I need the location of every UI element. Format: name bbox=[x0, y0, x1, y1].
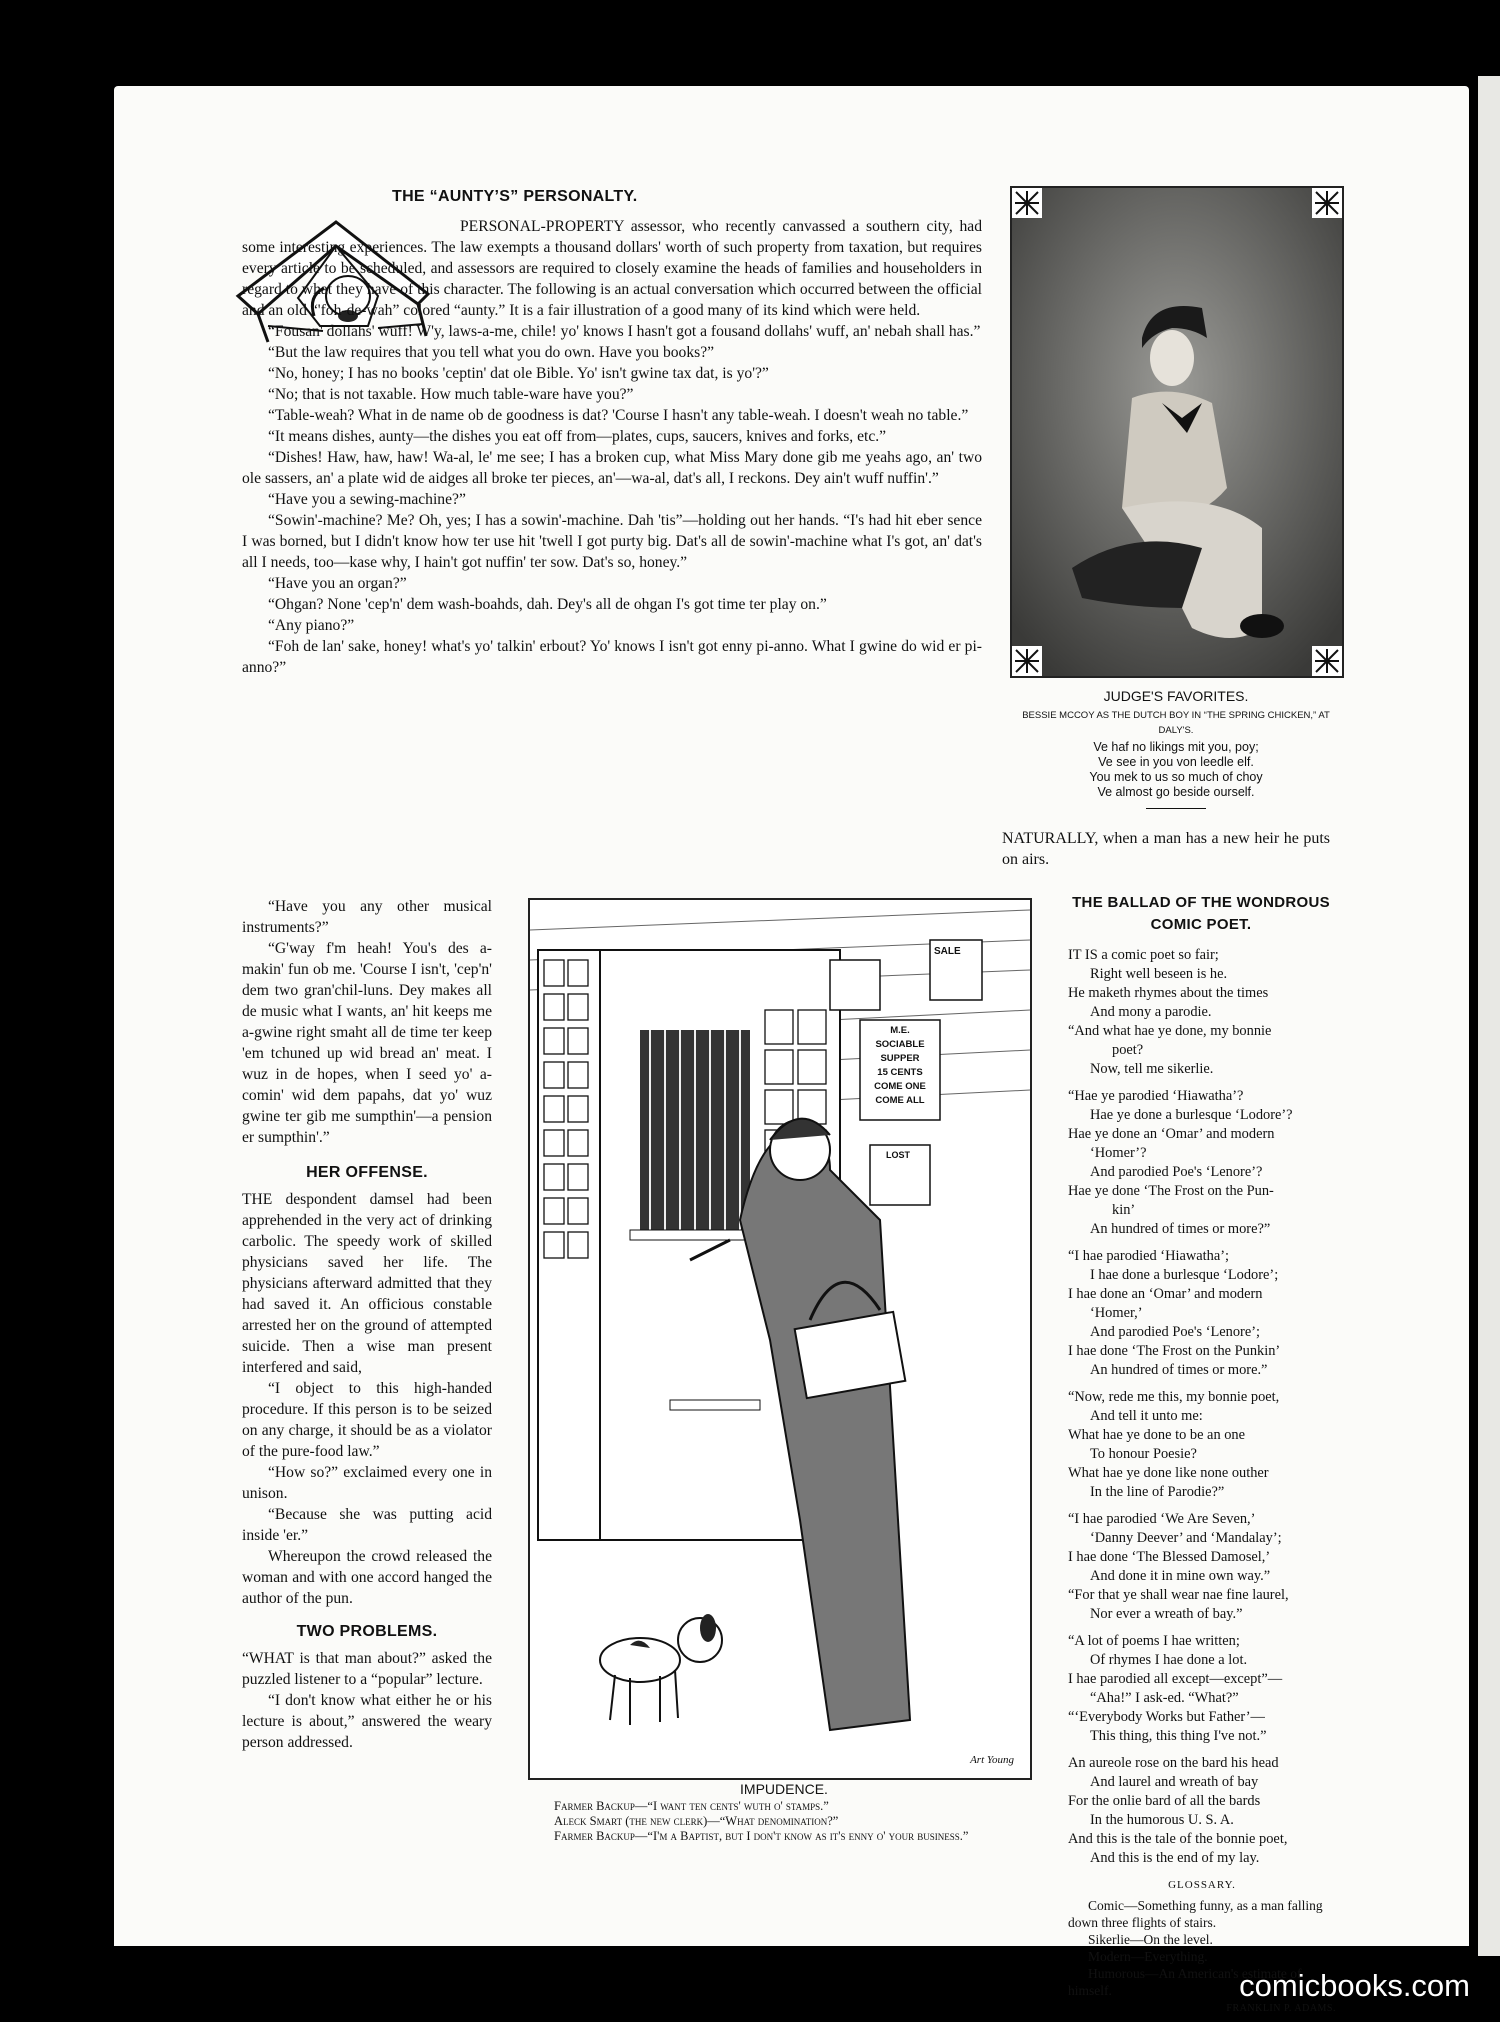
caption-line: Aleck Smart (the new clerk)—“What denomination?” bbox=[554, 1814, 839, 1828]
cartoon-frame bbox=[528, 898, 1032, 1780]
verse-line: Of rhymes I hae done a lot. bbox=[1090, 1652, 1248, 1668]
aunty-para: “Dishes! Haw, haw, haw! Wa-al, le' me see; I has a broken cup, what Miss Mary done gib me yeahs ago, an' two ole sassers, an' a plate wid de aidges all broke ter pieces, an'—wa-al, dat's all, I reckons. Dey ain't wuff nuffin'.” bbox=[242, 449, 982, 487]
verse-line: And this is the tale of the bonnie poet, bbox=[1068, 1831, 1288, 1847]
aunty-para: “Have you a sewing-machine?” bbox=[268, 491, 466, 508]
glossary-entry: Humorous—An American's estimate of himself. bbox=[1068, 1966, 1302, 1998]
verse-line: This thing, this thing I've not.” bbox=[1090, 1728, 1267, 1744]
aunty-para: “No, honey; I has no books 'ceptin' dat ole Bible. Yo' isn't gwine tax dat, is yo'?” bbox=[268, 365, 769, 382]
offense-para: Whereupon the crowd released the woman and with one accord hanged the author of the pun. bbox=[242, 1548, 492, 1607]
verse-line: “Now, rede me this, my bonnie poet, bbox=[1068, 1389, 1280, 1405]
verse-line: ‘Homer,’ bbox=[1090, 1305, 1143, 1321]
site-watermark: comicbooks.com bbox=[1239, 1968, 1470, 2003]
glossary-entry: Sikerlie—On the level. bbox=[1088, 1932, 1213, 1947]
verse-line: An hundred of times or more?” bbox=[1090, 1221, 1271, 1237]
left-column bbox=[242, 896, 492, 1753]
glossary-title: GLOSSARY. bbox=[1168, 1879, 1236, 1891]
verse-line: Hae ye done ‘The Frost on the Pun- bbox=[1068, 1183, 1274, 1199]
verse-line: kin’ bbox=[1112, 1202, 1136, 1218]
verse-line: He maketh rhymes about the times bbox=[1068, 985, 1269, 1001]
verse-line: What hae ye done like none outher bbox=[1068, 1465, 1269, 1481]
verse-line: “Aha!” I ask-ed. “What?” bbox=[1090, 1690, 1239, 1706]
verse-line: For the onlie bard of all the bards bbox=[1068, 1793, 1261, 1809]
verse-line: I hae done ‘The Frost on the Punkin’ bbox=[1068, 1343, 1281, 1359]
stanza bbox=[1068, 1247, 1336, 1380]
sign-line: 15 CENTS bbox=[877, 1067, 923, 1078]
verse-line: I hae parodied all except—except”— bbox=[1068, 1671, 1283, 1687]
aunty-para: “Fousan' dollahs' wuff! W'y, laws-a-me, chile! yo' knows I hasn't got a fousand dollahs' wuff, an' nebah shall has.” bbox=[268, 323, 981, 340]
sign-sale: SALE bbox=[934, 946, 961, 957]
aunty-para: “Sowin'-machine? Me? Oh, yes; I has a sowin'-machine. Dah 'tis”—holding out her hands. “I's had hit eber sence I was borned, but I didn't know how ter use hit 'twell I got purty big. Dat's all de sowin'-machine what I's got, an' dat's all I needs, too—kase why, I hain't got nuffin' ter sow. Dat's so, honey.” bbox=[242, 512, 982, 571]
verse-line: “I hae parodied ‘Hiawatha’; bbox=[1068, 1248, 1230, 1264]
offense-para: THE despondent damsel had been apprehended in the very act of drinking carbolic. The speedy work of skilled physicians saved her life. The physicians afterward admitted that they had saved it. An officious constable arrested her on the ground of attempted suicide. Then a wise man present interfered and said, bbox=[242, 1191, 492, 1376]
verse-line: To honour Poesie? bbox=[1090, 1446, 1197, 1462]
verse-line: I hae done a burlesque ‘Lodore’; bbox=[1090, 1267, 1279, 1283]
stanza bbox=[1068, 946, 1336, 1079]
divider bbox=[1146, 808, 1206, 809]
verse-line: “A lot of poems I hae written; bbox=[1068, 1633, 1240, 1649]
sign-line: SUPPER bbox=[880, 1053, 920, 1064]
verse-line: An hundred of times or more.” bbox=[1090, 1362, 1268, 1378]
aunty-para: “But the law requires that you tell what you do own. Have you books?” bbox=[268, 344, 715, 361]
verse-line: Right well beseen is he. bbox=[1090, 966, 1228, 982]
stanza bbox=[1068, 1632, 1336, 1746]
verse-line: ‘Danny Deever’ and ‘Mandalay’; bbox=[1090, 1530, 1282, 1546]
aunty-para: “Any piano?” bbox=[268, 617, 355, 634]
glossary-entry: Comic—Something funny, as a man falling down three flights of stairs. bbox=[1068, 1898, 1323, 1930]
favorites-verse-line: Ve haf no likings mit you, poy; bbox=[1093, 740, 1259, 754]
sign-line: COME ALL bbox=[875, 1095, 925, 1106]
verse-line: Hae ye done a burlesque ‘Lodore’? bbox=[1090, 1107, 1293, 1123]
caption-title: IMPUDENCE. bbox=[740, 1781, 828, 1797]
offense-para: “How so?” exclaimed every one in unison. bbox=[242, 1464, 492, 1502]
next-page-edge bbox=[1478, 76, 1500, 1956]
cartoon-caption bbox=[524, 1782, 1044, 1844]
verse-line: What hae ye done to be an one bbox=[1068, 1427, 1246, 1443]
favorites-verse-line: Ve almost go beside ourself. bbox=[1097, 785, 1255, 799]
aunty-para: “Table-weah? What in de name ob de goodness is dat? 'Course I hasn't any table-weah. I doesn't weah no table.” bbox=[268, 407, 969, 424]
verse-line: “For that ye shall wear nae fine laurel, bbox=[1068, 1587, 1289, 1603]
aunty-para: “Ohgan? None 'cep'n' dem wash-boahds, dah. Dey's all de ohgan I's got time ter play on.” bbox=[268, 596, 827, 613]
verse-line: Hae ye done an ‘Omar’ and modern bbox=[1068, 1126, 1275, 1142]
aunty-article bbox=[242, 186, 982, 213]
portrait-frame bbox=[1010, 186, 1344, 678]
sign-line: COME ONE bbox=[874, 1081, 926, 1092]
favorites-verse-line: Ve see in you von leedle elf. bbox=[1098, 755, 1254, 769]
offense-title: HER OFFENSE. bbox=[306, 1164, 428, 1181]
verse-line: “Hae ye parodied ‘Hiawatha’? bbox=[1068, 1088, 1244, 1104]
post-office-cartoon bbox=[530, 900, 1030, 1778]
aunty-para: “Foh de lan' sake, honey! what's yo' talkin' erbout? Yo' knows I isn't got enny pi-anno. What I gwine do wid er pi-anno?” bbox=[242, 638, 982, 676]
sign-lost: LOST bbox=[886, 1150, 910, 1160]
sign-line: SOCIABLE bbox=[875, 1039, 925, 1050]
sign-line: M.E. bbox=[890, 1025, 910, 1036]
verse-line: “And what hae ye done, my bonnie bbox=[1068, 1023, 1272, 1039]
verse-line: And tell it unto me: bbox=[1090, 1408, 1203, 1424]
aunty-para: “It means dishes, aunty—the dishes you eat off from—plates, cups, saucers, knives and forks, etc.” bbox=[268, 428, 887, 445]
offense-para: “I object to this high-handed procedure. If this person is to be seized on any charge, it should be as a violator of the pure-food law.” bbox=[242, 1380, 492, 1460]
verse-line: In the line of Parodie?” bbox=[1090, 1484, 1225, 1500]
author-credit: FRANKLIN P. ADAMS. bbox=[1226, 2003, 1336, 2014]
aunty-intro: PERSONAL-PROPERTY assessor, who recently canvassed a southern city, had some interesting experiences. The law exempts a thousand dollars' worth of such property from taxation, but requires every article to be scheduled, and assessors are required to closely examine the heads of families and householders in regard to what they have of this character. The following is an actual conversation which occurred between the official and an old “'foh-de-wah” colored “aunty.” It is a fair illustration of a good many of its kind which were held. bbox=[242, 218, 982, 319]
aunty-para: “G'way f'm heah! You's des a-makin' fun ob me. 'Course I isn't, 'cep'n' dem two gran'chil-luns. Dey makes all de music what I wants, an' hit keeps me a-gwine right smaht all de time ter keep 'em tchuned up wid bread an' meat. I wuz in de hopes, when I seed yo' a-comin' wid dem papahs, dat yo' wuz gwine ter gib me sumpthin'—a pension er sumpthin'.” bbox=[242, 940, 492, 1146]
verse-line: And parodied Poe's ‘Lenore’; bbox=[1090, 1324, 1261, 1340]
verse-line: And mony a parodie. bbox=[1090, 1004, 1212, 1020]
verse-line: ‘Homer’? bbox=[1090, 1145, 1147, 1161]
problems-title: TWO PROBLEMS. bbox=[296, 1623, 438, 1640]
verse-line: And parodied Poe's ‘Lenore’? bbox=[1090, 1164, 1263, 1180]
stanza bbox=[1068, 1754, 1336, 1868]
caption-line: Farmer Backup—“I'm a Baptist, but I don't know as it's enny o' your business.” bbox=[554, 1829, 969, 1843]
verse-line: Now, tell me sikerlie. bbox=[1090, 1061, 1214, 1077]
favorites-verse-line: You mek to us so much of choy bbox=[1089, 770, 1263, 784]
verse-line: And done it in mine own way.” bbox=[1090, 1568, 1271, 1584]
sign-sociable bbox=[862, 1024, 938, 1108]
ballad-verses bbox=[1068, 946, 1336, 2018]
stanza bbox=[1068, 1087, 1336, 1239]
aunty-para: “No; that is not taxable. How much table-ware have you?” bbox=[268, 386, 634, 403]
ballad bbox=[1066, 892, 1336, 942]
naturally-item: NATURALLY, when a man has a new heir he puts on airs. bbox=[1002, 830, 1330, 868]
article-title: THE “AUNTY’S” PERSONALTY. bbox=[392, 188, 638, 205]
verse-line: And laurel and wreath of bay bbox=[1090, 1774, 1259, 1790]
aunty-para: “Have you any other musical instruments?” bbox=[242, 898, 492, 936]
verse-line: I hae done ‘The Blessed Damosel,’ bbox=[1068, 1549, 1271, 1565]
offense-para: “Because she was putting acid inside 'er.” bbox=[242, 1506, 492, 1544]
verse-line: “‘Everybody Works but Father’— bbox=[1068, 1709, 1265, 1725]
verse-line: poet? bbox=[1112, 1042, 1144, 1058]
favorites-subtitle: BESSIE MCCOY AS THE DUTCH BOY IN “THE SPRING CHICKEN,” AT DALY'S. bbox=[1022, 710, 1330, 736]
favorites-caption bbox=[1006, 688, 1346, 809]
verse-line: An aureole rose on the bard his head bbox=[1068, 1755, 1279, 1771]
verse-line: IT IS a comic poet so fair; bbox=[1068, 947, 1219, 963]
verse-line: I hae done an ‘Omar’ and modern bbox=[1068, 1286, 1263, 1302]
problems-para: “WHAT is that man about?” asked the puzzled listener to a “popular” lecture. bbox=[242, 1650, 492, 1688]
stanza bbox=[1068, 1510, 1336, 1624]
verse-line: In the humorous U. S. A. bbox=[1090, 1812, 1234, 1828]
aunty-intro-wrap bbox=[242, 216, 982, 678]
verse-line: And this is the end of my lay. bbox=[1090, 1850, 1260, 1866]
aunty-para: “Have you an organ?” bbox=[268, 575, 407, 592]
verse-line: “I hae parodied ‘We Are Seven,’ bbox=[1068, 1511, 1256, 1527]
problems-para: “I don't know what either he or his lecture is about,” answered the weary person addressed. bbox=[242, 1692, 492, 1751]
artist-signature: Art Young bbox=[970, 1754, 1014, 1766]
ballad-title: THE BALLAD OF THE WONDROUS COMIC POET. bbox=[1072, 894, 1330, 933]
stanza bbox=[1068, 1388, 1336, 1502]
verse-line: Nor ever a wreath of bay.” bbox=[1090, 1606, 1243, 1622]
favorites-title: JUDGE'S FAVORITES. bbox=[1103, 688, 1249, 704]
portrait-photo bbox=[1012, 188, 1342, 676]
caption-line: Farmer Backup—“I want ten cents' wuth o' stamps.” bbox=[554, 1799, 829, 1813]
glossary-entry: Modern—Everything. bbox=[1088, 1949, 1208, 1964]
